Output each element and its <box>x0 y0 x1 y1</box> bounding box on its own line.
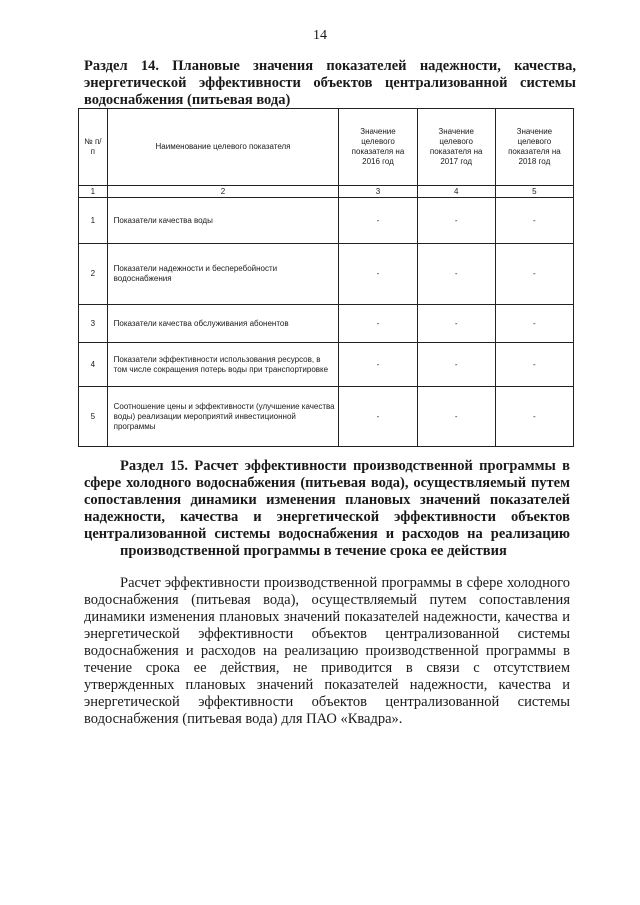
section-14-heading-last-line: водоснабжения (питьевая вода) <box>84 92 291 108</box>
column-number: 1 <box>79 186 108 198</box>
row-value-2018: - <box>495 387 573 447</box>
row-value-2017: - <box>417 244 495 305</box>
table-row <box>79 244 574 305</box>
row-value-2017: - <box>417 198 495 244</box>
header-2017: Значение целевого показателя на 2017 год <box>417 109 495 186</box>
row-num: 5 <box>79 387 108 447</box>
header-name: Наименование целевого показателя <box>107 109 339 186</box>
row-num: 2 <box>79 244 108 305</box>
row-value-2016: - <box>339 305 417 343</box>
section-15-paragraph: Расчет эффективности производственной программы в сфере холодного водоснабжения (питьевая вода), осуществляемый путем сопоставления динамики изменения плановых значений показателей надежности, качества и энергетической эффективности объектов централизованной системы водоснабжения и расходов на реализацию производственной программы в течение срока ее действия, не приводится в связи с отсутствием утвержденных плановых значений показателей надежности, качества и энергетической эффективности объектов централизованной системы водоснабжения (питьевая вода) для ПАО «Квадра». <box>84 575 570 727</box>
row-value-2017: - <box>417 343 495 387</box>
section-15-heading-text: Раздел 15. Расчет эффективности производственной программы в сфере холодного водоснабжения (питьевая вода), осуществляемый путем сопоставления динамики изменения плановых значений показателей надежности, качества и энергетической эффективности объектов централизованной системы водоснабжения и расходов на реализацию <box>84 458 570 542</box>
row-value-2016: - <box>339 198 417 244</box>
column-number-row <box>79 186 574 198</box>
column-number: 4 <box>417 186 495 198</box>
header-2016: Значение целевого показателя на 2016 год <box>339 109 417 186</box>
section-15-heading-last-line: производственной программы в течение срока ее действия <box>120 543 507 559</box>
row-name: Показатели эффективности использования ресурсов, в том числе сокращения потерь воды при транспортировке <box>107 343 339 387</box>
table-header-row <box>79 109 574 186</box>
row-num: 1 <box>79 198 108 244</box>
table-row <box>79 198 574 244</box>
row-value-2018: - <box>495 343 573 387</box>
section-14-heading <box>84 58 576 109</box>
table-row <box>79 387 574 447</box>
row-num: 3 <box>79 305 108 343</box>
row-name: Показатели надежности и бесперебойности водоснабжения <box>107 244 339 305</box>
row-value-2016: - <box>339 244 417 305</box>
row-name: Показатели качества воды <box>107 198 339 244</box>
header-2018: Значение целевого показателя на 2018 год <box>495 109 573 186</box>
page-number: 14 <box>313 28 327 43</box>
row-name: Показатели качества обслуживания абонентов <box>107 305 339 343</box>
column-number: 5 <box>495 186 573 198</box>
row-value-2016: - <box>339 387 417 447</box>
column-number: 2 <box>107 186 339 198</box>
row-name: Соотношение цены и эффективности (улучшение качества воды) реализации мероприятий инвестиционной программы <box>107 387 339 447</box>
header-num: № п/п <box>79 109 108 186</box>
target-indicators-table <box>78 108 574 447</box>
row-value-2017: - <box>417 387 495 447</box>
table-row <box>79 343 574 387</box>
section-15-heading <box>84 458 570 560</box>
row-value-2018: - <box>495 244 573 305</box>
row-value-2018: - <box>495 305 573 343</box>
row-value-2017: - <box>417 305 495 343</box>
section-14-heading-text: Раздел 14. Плановые значения показателей надежности, качества, энергетической эффективности объектов централизованной системы <box>84 58 576 91</box>
column-number: 3 <box>339 186 417 198</box>
table-row <box>79 305 574 343</box>
row-num: 4 <box>79 343 108 387</box>
row-value-2016: - <box>339 343 417 387</box>
row-value-2018: - <box>495 198 573 244</box>
